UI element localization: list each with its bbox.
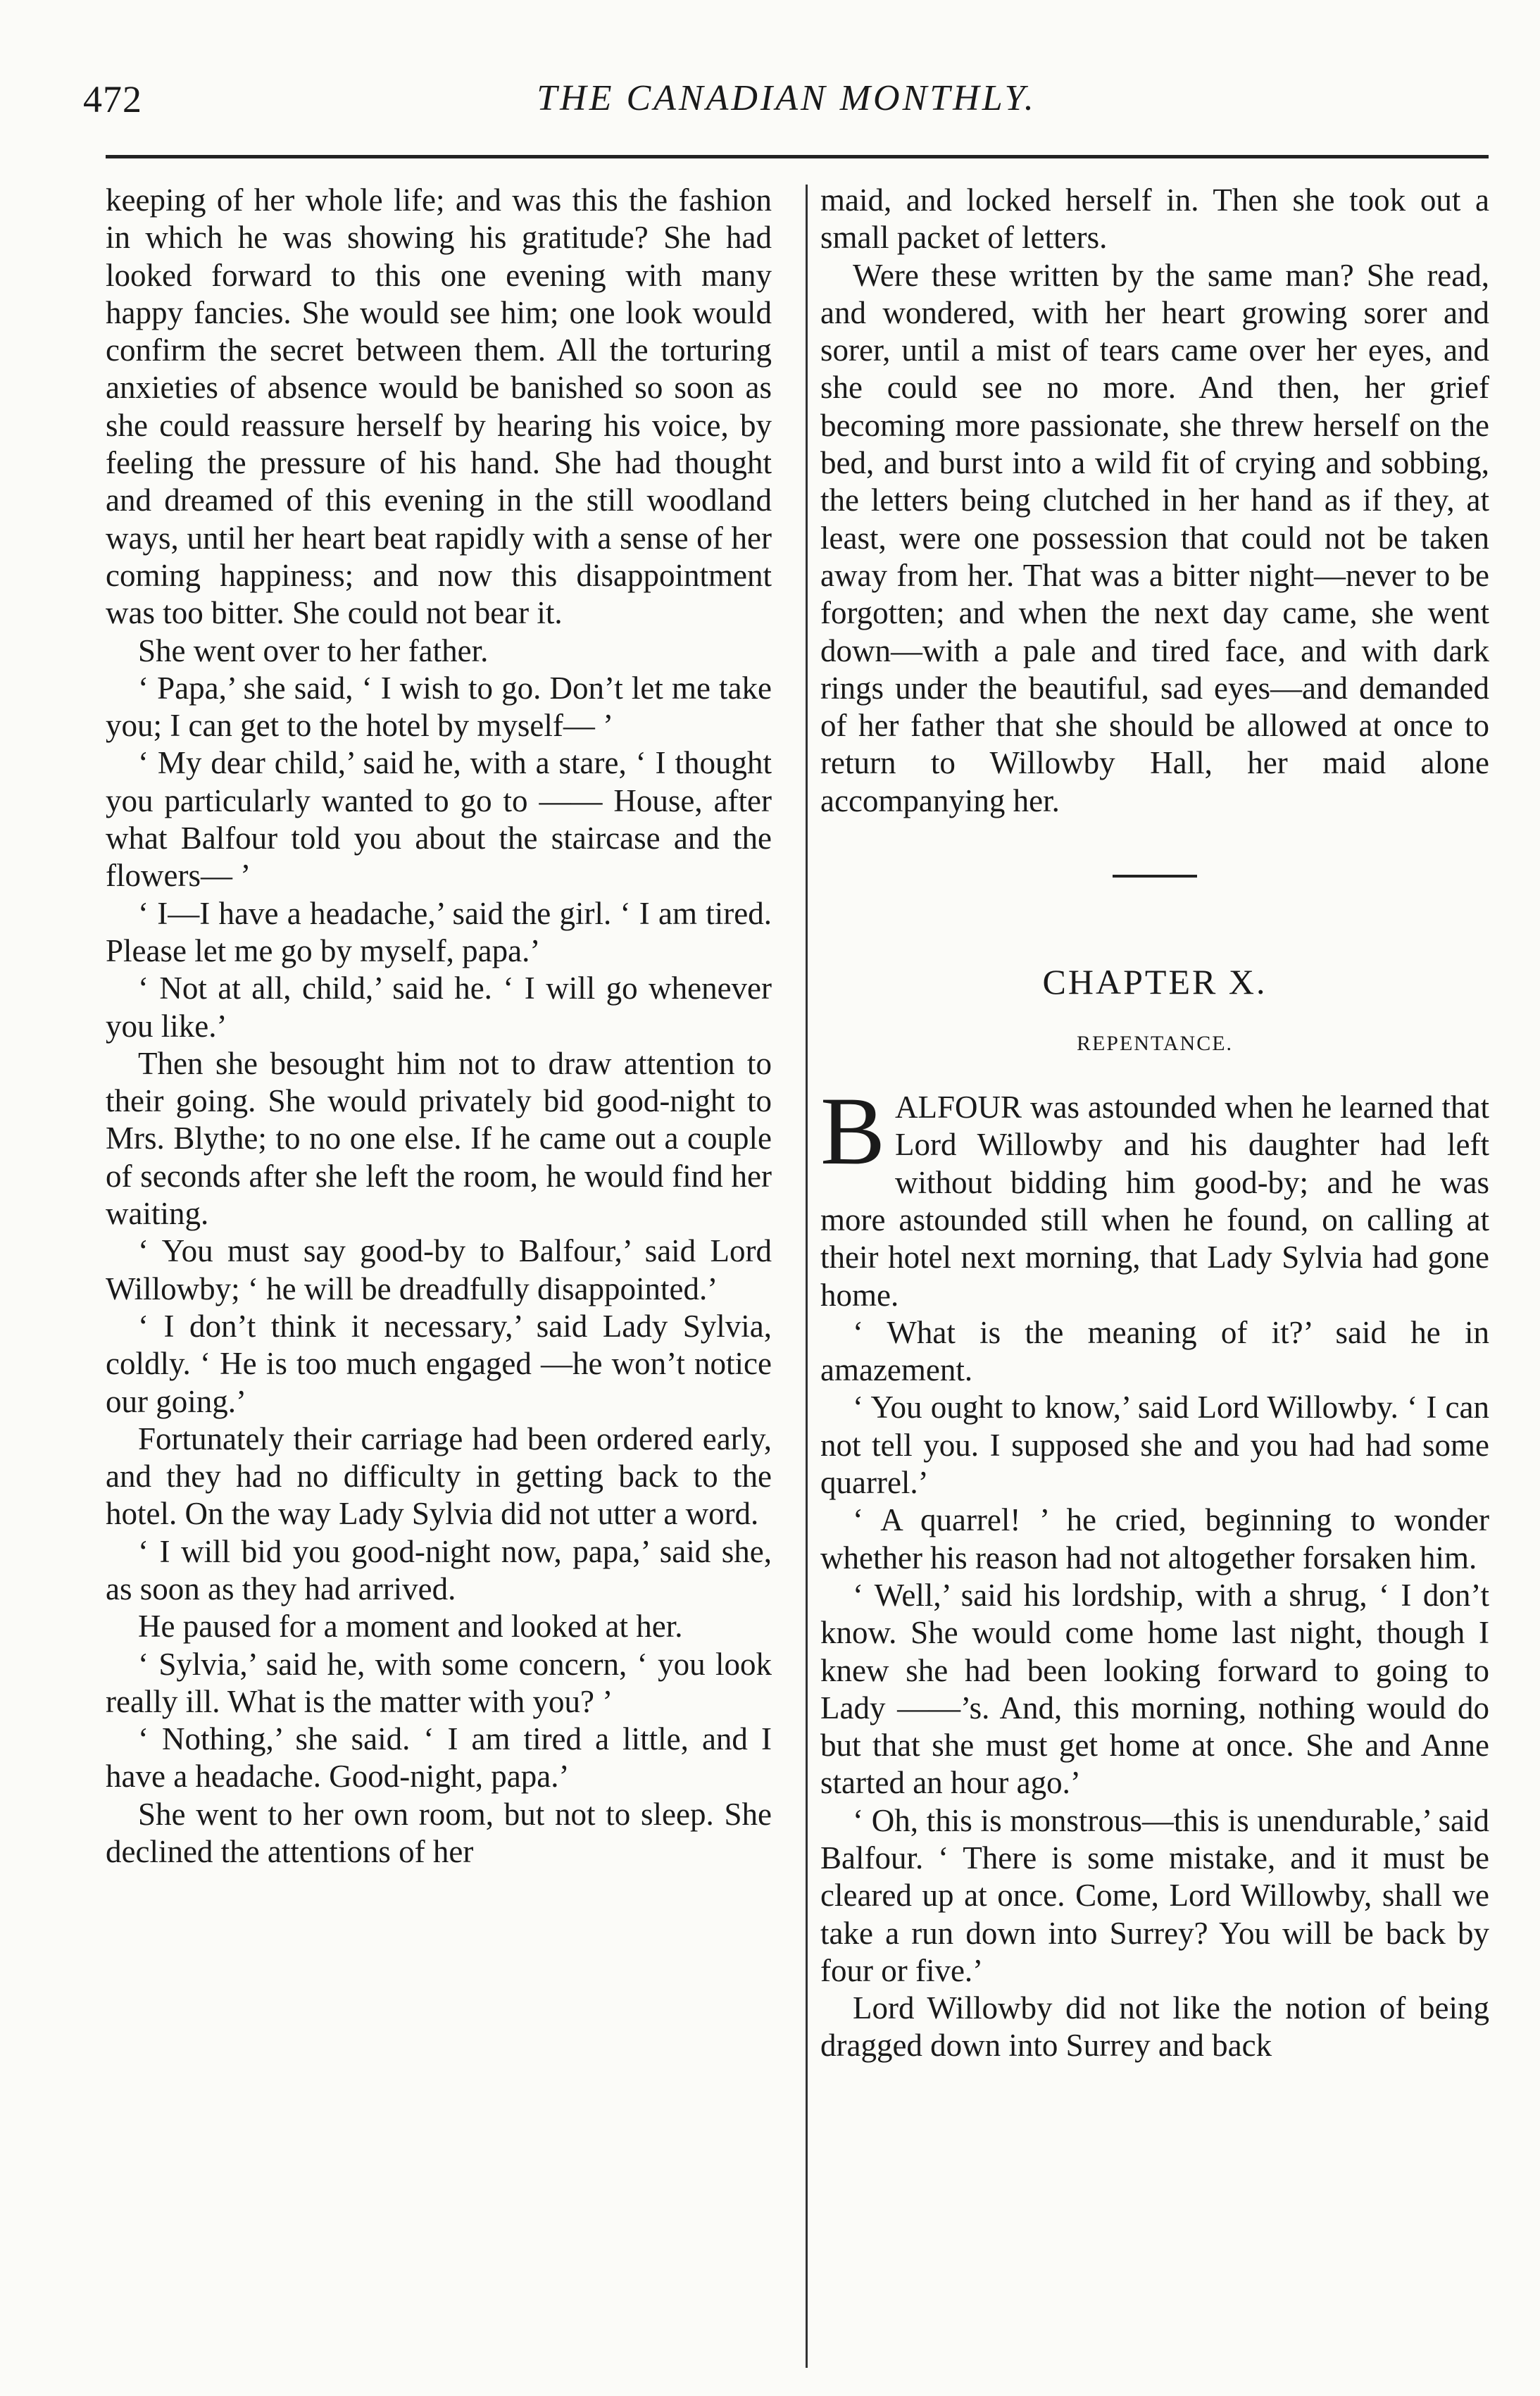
section-divider	[1113, 875, 1197, 878]
paragraph: ‘ Sylvia,’ said he, with some concern, ‘ you look really ill. What is the matter with you? ’	[106, 1646, 772, 1719]
column-divider	[806, 185, 808, 2368]
paragraph: ‘ I don’t think it necessary,’ said Lady Sylvia, coldly. ‘ He is too much engaged —he won’t notice our going.’	[106, 1308, 772, 1419]
paragraph: ‘ You must say good-by to Balfour,’ said Lord Willowby; ‘ he will be dreadfully disappointed.’	[106, 1233, 772, 1306]
paragraph: Were these written by the same man? She read, and wondered, with her heart growing sorer and sorer, until a mist of tears came over her eyes, and she could see no more. And then, her grief becoming more passionate, she threw herself on the bed, and burst into a wild fit of crying and sobbing, the letters being clutched in her hand as if they, at least, were one possession that could not be taken away from her. That was a bitter night—never to be forgotten; and when the next day came, she went down—with a pale and tired face, and with dark rings under the beautiful, sad eyes—and demanded of her father that she should be allowed at once to return to Willowby Hall, her maid alone accompanying her.	[820, 257, 1489, 818]
page-header	[83, 77, 1490, 141]
paragraph: ‘ I—I have a headache,’ said the girl. ‘ I am tired. Please let me go by myself, papa.’	[106, 895, 772, 968]
page-number: 472	[83, 78, 142, 120]
paragraph: ‘ Papa,’ she said, ‘ I wish to go. Don’t let me take you; I can get to the hotel by myself— ’	[106, 670, 772, 744]
paragraph: ‘ My dear child,’ said he, with a stare, ‘ I thought you particularly wanted to go to —— House, after what Balfour told you about the staircase and the flowers— ’	[106, 745, 772, 894]
running-title: THE CANADIAN MONTHLY.	[537, 78, 1037, 118]
paragraph: She went to her own room, but not to sleep. She declined the attentions of her	[106, 1796, 772, 1870]
paragraph: ‘ What is the meaning of it?’ said he in amazement.	[820, 1314, 1489, 1388]
paragraph: Then she besought him not to draw attention to their going. She would privately bid good-night to Mrs. Blythe; to no one else. If he came out a couple of seconds after she left the room, he would find her waiting.	[106, 1045, 772, 1232]
paragraph: She went over to her father.	[138, 632, 489, 668]
chapter-subtitle: REPENTANCE.	[1076, 1032, 1234, 1056]
paragraph: ‘ I will bid you good-night now, papa,’ said she, as soon as they had arrived.	[106, 1533, 772, 1606]
chapter-title: CHAPTER X.	[1042, 962, 1267, 1002]
paragraph: ‘ A quarrel! ’ he cried, beginning to wonder whether his reason had not altogether forsaken him.	[820, 1502, 1489, 1576]
paragraph: ‘ Oh, this is monstrous—this is unendurable,’ said Balfour. ‘ There is some mistake, and it must be cleared up at once. Come, Lord Willowby, shall we take a run down into Surrey? You will be back by four or five.’	[820, 1802, 1489, 1988]
paragraph: keeping of her whole life; and was this the fashion in which he was showing his gratitude? She had looked forward to this one evening with many happy fancies. She would see him; one look would confirm the secret between them. All the torturing anxieties of absence would be banished so soon as she could reassure herself by hearing his voice, by feeling the pressure of his hand. She had thought and dreamed of this evening in the still woodland ways, until her heart beat rapidly with a sense of her coming happiness; and now this disappointment was too bitter. She could not bear it.	[106, 182, 772, 631]
left-column	[106, 182, 772, 1871]
right-column	[820, 182, 1489, 2065]
opening-text: ALFOUR was astounded when he learned that Lord Willowby and his daughter had left without bidding him good-by; and he was more astounded still when he found, on calling at their hotel next morning, that Lady Sylvia had gone home.	[820, 1090, 1489, 1313]
paragraph: maid, and locked herself in. Then she took out a small packet of letters.	[820, 182, 1489, 256]
paragraph: ‘ You ought to know,’ said Lord Willowby. ‘ I can not tell you. I supposed she and you had had some quarrel.’	[820, 1390, 1489, 1501]
header-rule	[106, 155, 1489, 158]
paragraph: He paused for a moment and looked at her.	[138, 1609, 683, 1645]
drop-cap: B	[820, 1077, 886, 1185]
paragraph: Fortunately their carriage had been ordered early, and they had no difficulty in getting back to the hotel. On the way Lady Sylvia did not utter a word.	[106, 1421, 772, 1532]
chapter-opening-paragraph	[820, 1077, 1489, 1314]
paragraph: ‘ Well,’ said his lordship, with a shrug, ‘ I don’t know. She would come home last night, though I knew she had been looking forward to going to Lady ——’s. And, this morning, nothing would do but that she must get home at once. She and Anne started an hour ago.’	[820, 1577, 1489, 1801]
paragraph: Lord Willowby did not like the notion of being dragged down into Surrey and back	[820, 1990, 1489, 2064]
paragraph: ‘ Not at all, child,’ said he. ‘ I will go whenever you like.’	[106, 971, 772, 1044]
paragraph: ‘ Nothing,’ she said. ‘ I am tired a little, and I have a headache. Good-night, papa.’	[106, 1721, 772, 1795]
